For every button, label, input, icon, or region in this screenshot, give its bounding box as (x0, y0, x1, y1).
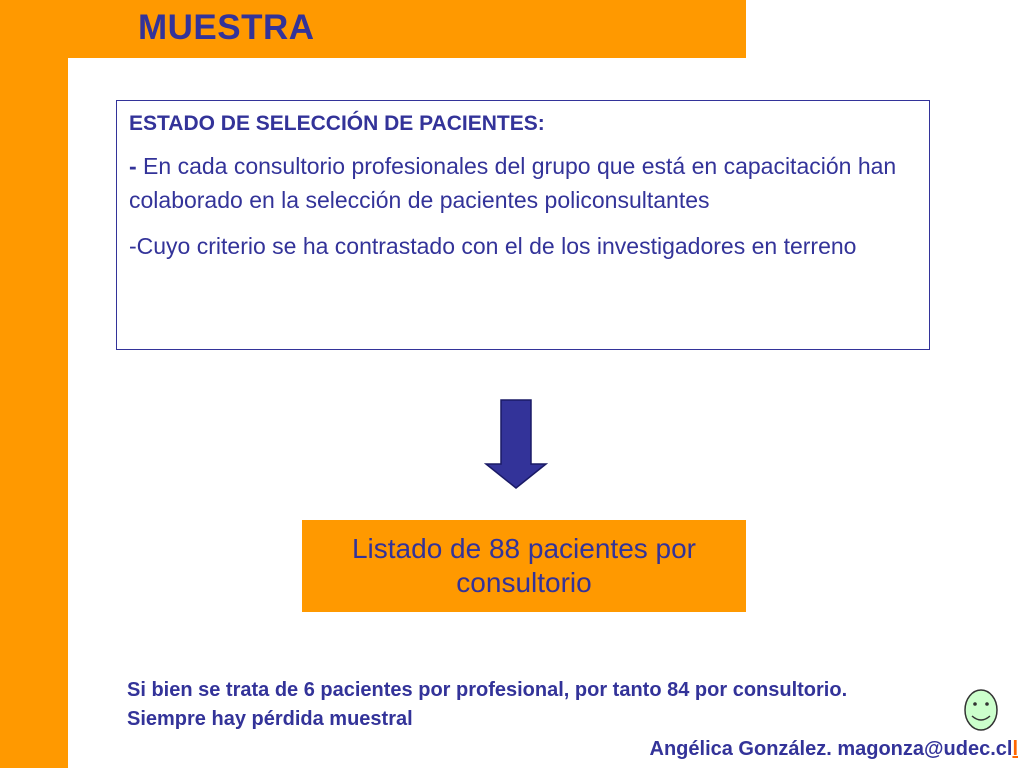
status-item-text: -Cuyo criterio se ha contrastado con el de los investigadores en terreno (129, 233, 857, 259)
author-link-fragment[interactable]: l (1012, 738, 1018, 760)
arrow-down-icon (484, 398, 548, 490)
author-name-email: Angélica González. magonza@udec.cl (649, 738, 1013, 760)
left-accent-bar (0, 0, 68, 768)
sample-loss-note: Si bien se trata de 6 pacientes por profesional, por tanto 84 por consultorio. Siempre hay pérdida muestral (127, 679, 848, 730)
patient-list-box (302, 520, 746, 612)
status-heading: ESTADO DE SELECCIÓN DE PACIENTES: (129, 112, 545, 135)
smiley-face-icon (963, 688, 999, 732)
author-credit (650, 738, 1018, 761)
status-item (129, 229, 917, 263)
title-bar (0, 0, 746, 58)
bullet-dash: - (129, 153, 137, 179)
selection-status-box (116, 100, 930, 350)
slide-title: MUESTRA (138, 8, 315, 47)
status-item (129, 149, 917, 217)
result-text: Listado de 88 pacientes por consultorio (351, 533, 697, 598)
status-item-text: En cada consultorio profesionales del grupo que está en capacitación han colaborado en la selección de pacientes policonsultantes (129, 153, 897, 213)
